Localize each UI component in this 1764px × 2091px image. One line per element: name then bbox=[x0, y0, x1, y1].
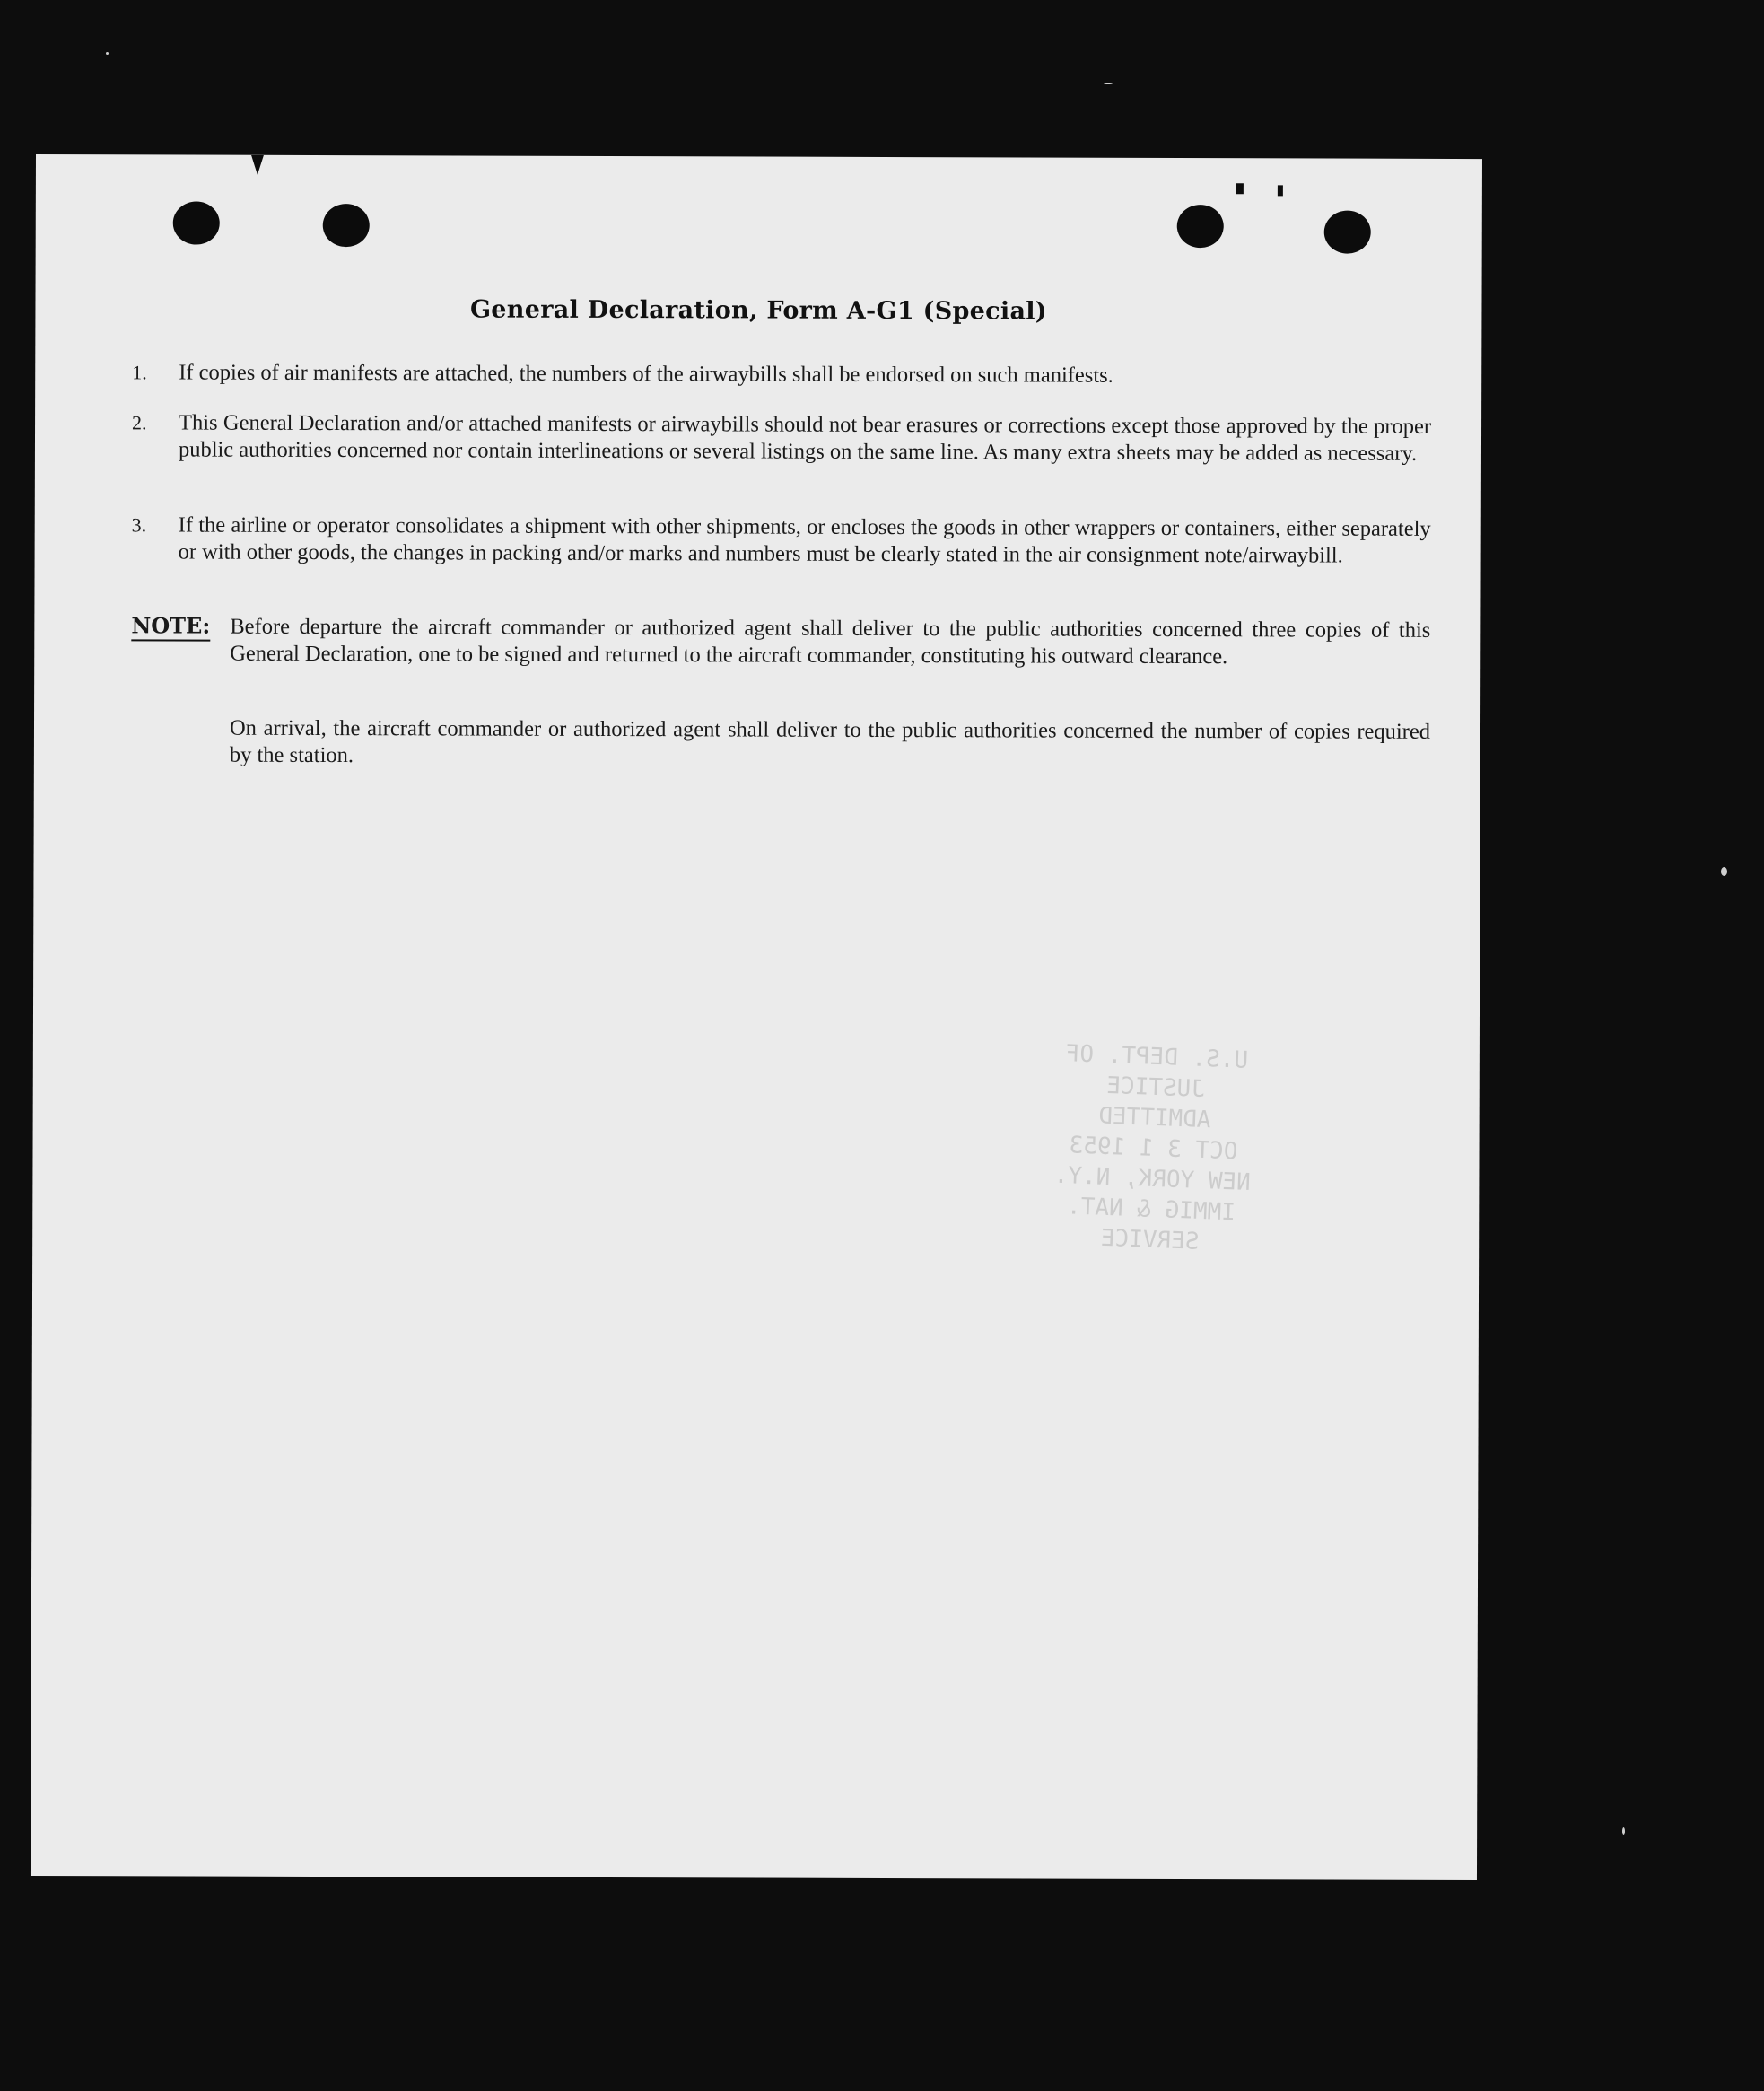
paper-tear bbox=[1278, 185, 1283, 196]
paper-tear bbox=[1236, 183, 1244, 194]
instruction-item bbox=[132, 409, 1431, 468]
scan-speck bbox=[1622, 1827, 1625, 1835]
stamp-line: IMMIG & NAT. SERVICE bbox=[1066, 1193, 1236, 1255]
scan-speck bbox=[106, 52, 109, 55]
document-title: General Declaration, Form A-G1 (Special) bbox=[469, 295, 1047, 326]
stamp-line: NEW YORK, N.Y. bbox=[1053, 1161, 1252, 1197]
document-page bbox=[31, 154, 1482, 1880]
item-number: 1. bbox=[132, 361, 147, 384]
note-paragraph: Before departure the aircraft commander or authorized agent shall deliver to the public authorities concerned three copies of this General Declaration, one to be signed and returned to the aircraft commander, constituting his outward clearance. bbox=[230, 614, 1431, 669]
note-section bbox=[131, 613, 1430, 671]
instruction-item bbox=[132, 359, 1431, 390]
punch-hole bbox=[323, 204, 370, 247]
note-label: NOTE: bbox=[131, 613, 210, 641]
item-text: If the airline or operator consolidates a shipment with other shipments, or encloses the goods in other wrappers or containers, either separately or with other goods, the changes in packing and/or marks and numbers must be clearly stated in the air consignment note/airwaybill. bbox=[178, 512, 1431, 568]
stamp-line: U.S. DEPT. OF JUSTICE bbox=[1065, 1040, 1249, 1104]
stamp-line: OCT 3 1 1953 bbox=[1069, 1132, 1238, 1166]
paper-tear bbox=[251, 155, 264, 175]
instruction-item bbox=[132, 512, 1431, 570]
item-text: If copies of air manifests are attached, the numbers of the airwaybills shall be endorsed on such manifests. bbox=[179, 360, 1113, 388]
item-number: 2. bbox=[132, 411, 147, 434]
note-paragraph: On arrival, the aircraft commander or authorized agent shall deliver to the public authorities concerned the number of copies required by the station. bbox=[229, 715, 1431, 768]
punch-hole bbox=[173, 201, 220, 244]
punch-hole bbox=[1177, 205, 1224, 248]
item-text: This General Declaration and/or attached manifests or airwaybills should not bear erasures or corrections except those approved by the proper public authorities concerned nor contain interlineations or several listings on the same line. As many extra sheets may be added as necessary. bbox=[178, 410, 1432, 466]
scan-speck bbox=[1104, 83, 1113, 84]
punch-hole bbox=[1324, 211, 1371, 254]
stamp-bleed-through bbox=[1017, 1037, 1292, 1255]
item-number: 3. bbox=[131, 513, 147, 537]
scan-speck bbox=[1721, 867, 1727, 876]
stamp-line: ADMITTED bbox=[1097, 1102, 1211, 1134]
note-section-arrival bbox=[131, 714, 1430, 773]
